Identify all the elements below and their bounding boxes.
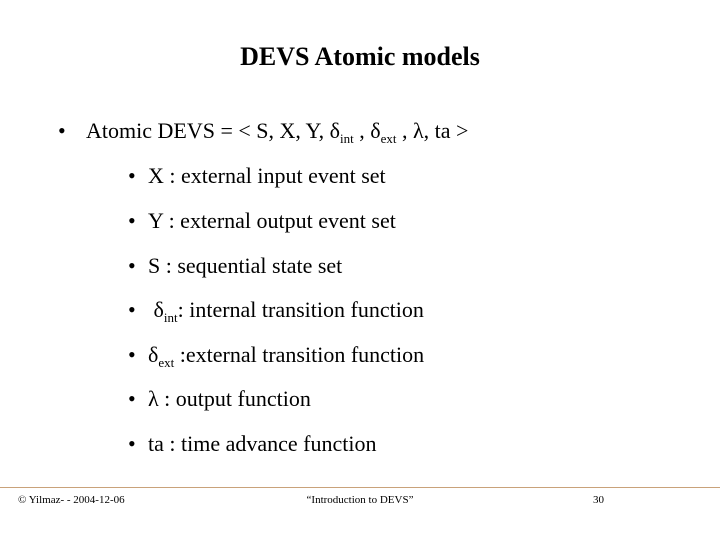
list-item-s [128, 253, 342, 279]
bullet-dot: • [128, 163, 136, 188]
main-bullet-suffix: , λ, ta > [396, 118, 469, 143]
list-item-delta-int [128, 297, 424, 323]
list-item-text: S : sequential state set [148, 253, 343, 278]
list-item-ta [128, 431, 376, 457]
subscript-ext: ext [380, 131, 397, 146]
list-item-text: :external transition function [174, 342, 425, 367]
main-bullet-prefix: Atomic DEVS = < S, X, Y, [86, 118, 330, 143]
bullet-dot: • [128, 297, 136, 322]
delta-symbol: δ [148, 297, 164, 322]
slide-title: DEVS Atomic models [240, 42, 480, 71]
list-item-text: : internal transition function [177, 297, 424, 322]
list-item-y [128, 208, 396, 234]
bullet-dot: • [128, 342, 136, 367]
bullet-dot: • [58, 118, 66, 143]
main-bullet-separator: , [353, 118, 371, 143]
list-item-text: λ : output function [148, 386, 311, 411]
subscript-ext: ext [158, 355, 175, 370]
list-item-lambda [128, 386, 311, 412]
main-bullet [58, 118, 468, 144]
footer-title: “Introduction to DEVS” [306, 494, 414, 506]
list-item-text: X : external input event set [148, 163, 386, 188]
delta-symbol: δ [329, 118, 340, 143]
page-number: 30 [593, 494, 604, 506]
delta-symbol: δ [148, 342, 159, 367]
subscript-int: int [340, 131, 354, 146]
list-item-text: Y : external output event set [148, 208, 396, 233]
bullet-dot: • [128, 208, 136, 233]
footer-copyright: © Yilmaz- - 2004-12-06 [18, 494, 125, 506]
delta-symbol: δ [370, 118, 381, 143]
list-item-x [128, 163, 386, 189]
bullet-dot: • [128, 386, 136, 411]
list-item-delta-ext [128, 342, 424, 368]
footer-divider [0, 487, 720, 488]
subscript-int: int [163, 310, 178, 325]
bullet-dot: • [128, 253, 136, 278]
list-item-text: ta : time advance function [148, 431, 377, 456]
bullet-dot: • [128, 431, 136, 456]
